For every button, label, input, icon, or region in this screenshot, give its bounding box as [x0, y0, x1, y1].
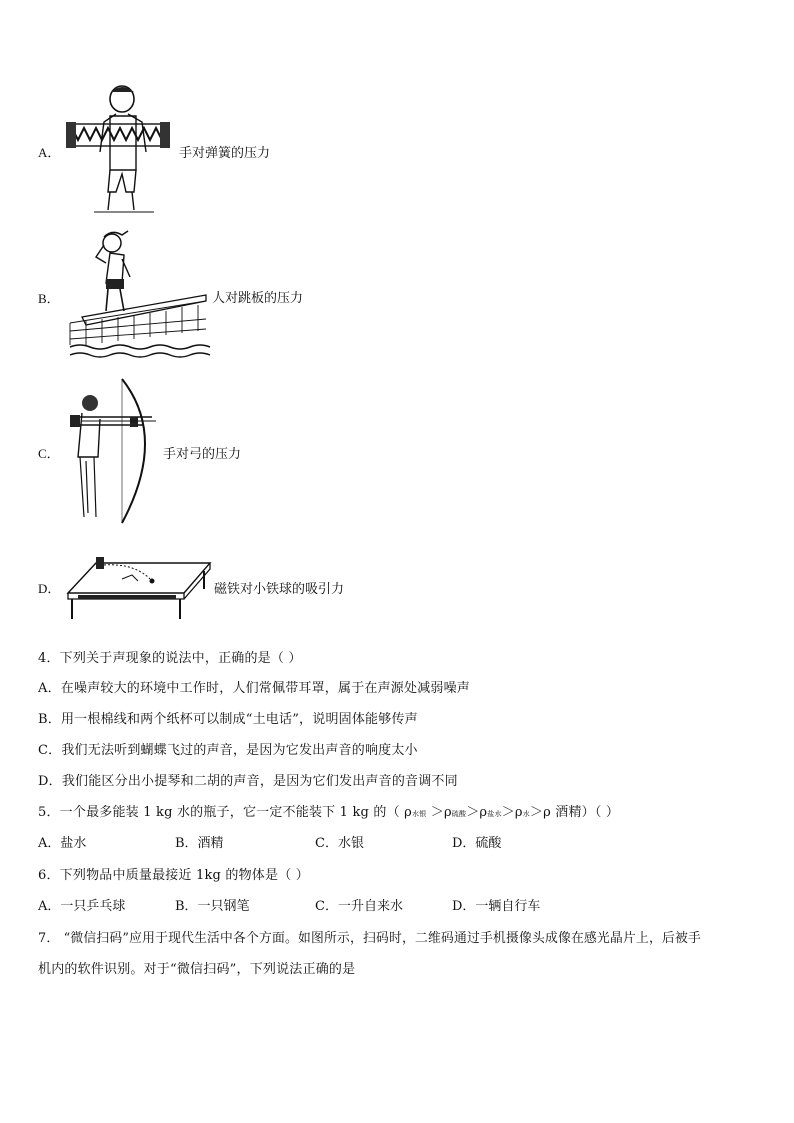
q7-line-1: 7． “微信扫码”应用于现代生活中各个方面。如图所示，扫码时，二维码通过手机摄像头成像在感光晶片上，后被手: [38, 931, 701, 946]
q4-option-a: A．在噪声较大的环境中工作时，人们常佩带耳罩，属于在声源处减弱噪声: [38, 681, 470, 696]
rho-sub-water: 水: [522, 810, 530, 818]
q5-stem-tail: ＞ρ 酒精）（ ）: [529, 805, 620, 820]
caption-a: 手对弹簧的压力: [179, 146, 271, 161]
rho-sub-mercury: 水银: [412, 810, 427, 818]
person-on-diving-board-icon: [66, 227, 212, 363]
man-stretching-spring-icon: [64, 82, 174, 214]
q4-option-c: C．我们无法听到蝴蝶飞过的声音，是因为它发出声音的响度太小: [38, 743, 418, 758]
q6-option-c: C．一升自来水: [315, 899, 403, 914]
gt-rho: ＞ρ: [501, 805, 523, 820]
option-letter-c: C．: [38, 446, 60, 461]
q5-option-c: C．水银: [315, 836, 364, 851]
gt-rho: ＞ρ: [430, 805, 452, 820]
option-letter-d: D．: [38, 581, 61, 596]
option-letter-b: B．: [38, 291, 60, 306]
archer-drawing-bow-icon: [64, 377, 160, 525]
q5-stem: [38, 801, 619, 820]
q4-option-d: D．我们能区分出小提琴和二胡的声音，是因为它们发出声音的音调不同: [38, 774, 458, 789]
gt-rho: ＞ρ: [466, 805, 488, 820]
q6-option-a: A．一只乒乓球: [38, 899, 126, 914]
q5-option-d: D．硫酸: [452, 836, 502, 851]
q4-option-b: B．用一根棉线和两个纸杯可以制成“土电话”，说明固体能够传声: [38, 712, 418, 727]
q7-line-2: 机内的软件识别。对于“微信扫码”，下列说法正确的是: [38, 962, 356, 977]
q5-option-a: A．盐水: [38, 836, 87, 851]
q6-option-b: B．一只钢笔: [175, 899, 250, 914]
rho-sub-sulfuric: 硫酸: [451, 810, 467, 818]
caption-c: 手对弓的压力: [163, 447, 242, 462]
q5-stem-text: 5．一个最多能装 1 kg 水的瓶子，它一定不能装下 1 kg 的（: [38, 805, 400, 820]
q4-stem: 4．下列关于声现象的说法中，正确的是（ ）: [38, 651, 302, 666]
caption-b: 人对跳板的压力: [212, 291, 304, 306]
rho-symbol: ρ: [404, 805, 412, 820]
option-letter-a: A．: [38, 145, 61, 160]
magnet-and-ball-on-table-icon: [64, 551, 212, 621]
caption-d: 磁铁对小铁球的吸引力: [214, 582, 345, 597]
q6-option-d: D．一辆自行车: [452, 899, 541, 914]
q6-stem: 6．下列物品中质量最接近 1kg 的物体是（ ）: [38, 868, 309, 883]
q5-option-b: B．酒精: [175, 836, 224, 851]
rho-sub-brine: 盐水: [487, 810, 502, 818]
